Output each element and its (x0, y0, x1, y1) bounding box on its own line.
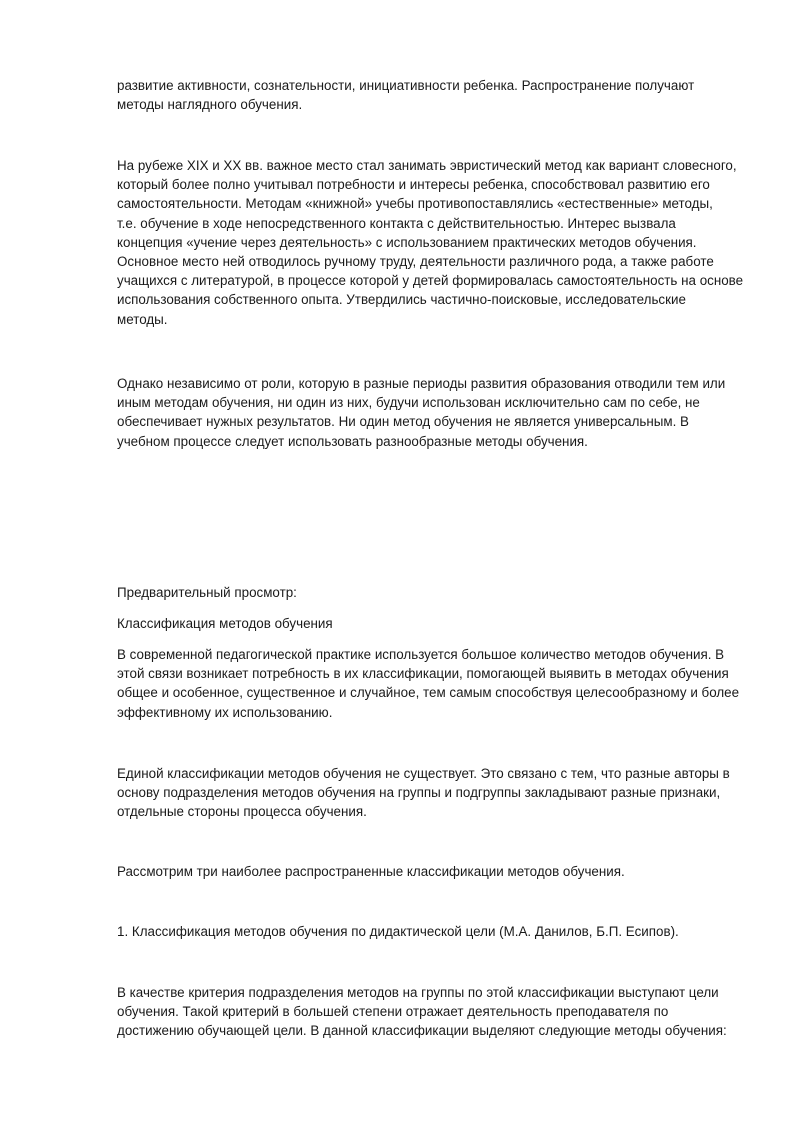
paragraph-criteria: В качестве критерия подразделения методов на группы по этой классификации выступают цели обучения. Такой критерий в большей степени отражает деятельность преподавателя по достижению обучающей цели. В данной классификации выделяют следующие методы обучения: (117, 985, 727, 1039)
section-heading: Классификация методов обучения (117, 616, 333, 631)
paragraph-classification-need: В современной педагогической практике используется большое количество методов обучения. В этой связи возникает потребность в их классификации, помогающей выявить в методах обучения общее и особенное, существенное и случайное, тем самым способствуя целесообразному и более эффективному их использованию. (117, 647, 740, 720)
paragraph-three-classifications: Рассмотрим три наиболее распространенные классификации методов обучения. (117, 864, 625, 879)
paragraph-no-single-classification: Единой классификации методов обучения не существует. Это связано с тем, что разные авторы в основу подразделения методов обучения на группы и подгруппы закладывают разные признаки, отдельные стороны процесса обучения. (117, 766, 730, 820)
preview-label: Предварительный просмотр: (117, 585, 297, 600)
paragraph-visual-methods: развитие активности, сознательности, инициативности ребенка. Распространение получают методы наглядного обучения. (117, 78, 695, 113)
paragraph-heuristic-method: На рубеже XIX и XX вв. важное место стал занимать эвристический метод как вариант словесного, который более полно учитывал потребности и интересы ребенка, способствовал развитию его самостоятельности. Методам «книжной» учебы противопоставлялись «естественные» методы, т.е. обучение в ходе непосредственного контакта с действительностью. Интерес вызвала концепция «учение через деятельность» с использованием практических методов обучения. Основное место ней отводилось ручному труду, деятельности различного рода, а также работе учащихся с литературой, в процессе которой у детей формировалась самостоятельность на основе использования собственного опыта. Утвердились частично-поисковые, исследовательские методы. (117, 158, 744, 327)
list-item-didactic-goal: 1. Классификация методов обучения по дидактической цели (М.А. Данилов, Б.П. Есипов). (117, 924, 679, 939)
paragraph-no-universal-method: Однако независимо от роли, которую в разные периоды развития образования отводили тем или иным методам обучения, ни один из них, будучи использован исключительно сам по себе, не обеспечивает нужных результатов. Ни один метод обучения не является универсальным. В учебном процессе следует использовать разнообразные методы обучения. (117, 376, 726, 449)
